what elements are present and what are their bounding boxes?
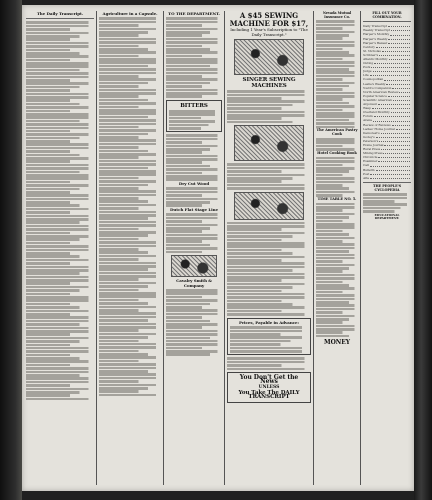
leader-dots (382, 49, 410, 52)
engraving-illustration (171, 255, 218, 277)
leader-dots (374, 114, 410, 117)
leader-dots (389, 57, 410, 60)
combination-row-label: Bulletin (363, 167, 375, 172)
combination-row-label: Wasp (363, 106, 371, 111)
combination-row-label: Mining Press (363, 151, 383, 156)
combination-row-label: Peterson's (363, 138, 379, 143)
column-rule (224, 11, 225, 485)
combination-row-label: Cosmopolitan (363, 77, 384, 82)
combination-row-label: Call (363, 163, 369, 168)
leader-dots (393, 98, 410, 101)
column-3-body-top (166, 17, 222, 98)
column-5 (316, 11, 358, 485)
leader-dots (388, 94, 410, 97)
pastry-cook-ad: The American Pastry Cook (316, 128, 358, 137)
news-line: You Don't Get the News (239, 374, 299, 385)
combination-row-label: Judge (363, 69, 372, 74)
column-rule (360, 11, 361, 485)
sewing-machine-headline: A $45 SEWING MACHINE FOR $17, (229, 11, 309, 28)
binding-edge (414, 0, 432, 500)
combination-row-label: St. Nicholas (363, 48, 381, 53)
leader-dots (376, 45, 410, 48)
sewing-machine-illustration-1 (234, 39, 303, 75)
masthead-title: The Daily Transcript. (36, 11, 84, 16)
leader-dots (378, 159, 410, 162)
combination-row-label: Alta (363, 175, 369, 180)
leader-dots (371, 65, 410, 68)
unless-line: UNLESS (258, 384, 280, 390)
transcript-ad (227, 372, 311, 403)
leader-dots (386, 82, 410, 85)
combination-row-label: Argonaut (363, 102, 377, 107)
leader-dots (388, 37, 410, 40)
combination-row-label: Post (363, 171, 370, 176)
column-3 (166, 11, 222, 485)
combination-row-label: Demorest's (363, 130, 380, 135)
column-1 (26, 11, 94, 485)
combination-row-label: Rural Press (363, 147, 381, 152)
leader-dots (391, 28, 410, 31)
dry-wood-ad: Dry Cut Wood (178, 181, 210, 187)
sewing-machine-illustration-3 (234, 192, 303, 220)
column-rule (313, 11, 314, 485)
column-3-heading: TO THE DEPARTMENT. (168, 11, 220, 16)
column-4 (227, 11, 311, 485)
combination-row-label: Outing (363, 61, 374, 66)
combination-row-label: Godey's (363, 134, 375, 139)
newspaper-page (22, 5, 414, 491)
combination-row-label: Daily Transcript (363, 24, 387, 29)
combination-row-label: Harper's Monthly (363, 32, 390, 37)
combination-row-label: Scribner's (363, 52, 379, 57)
bitters-ad (166, 100, 222, 132)
book-spine (0, 0, 22, 500)
combination-row-label: North American Review (363, 89, 399, 94)
leader-dots (384, 77, 410, 80)
leader-dots (379, 139, 410, 142)
combination-row-label: Youth's Companion (363, 85, 392, 90)
column-2-heading: Agriculture in a Capsule. (102, 11, 158, 16)
leader-dots (392, 86, 410, 89)
take-transcript-line: You Take The DAILY TRANSCRIPT (238, 390, 300, 400)
leader-dots (388, 41, 410, 44)
combination-row-label: Leslie's Weekly (363, 81, 386, 86)
leader-dots (374, 61, 410, 64)
combination-list (363, 24, 411, 180)
leader-dots (370, 172, 410, 175)
column-rule (96, 11, 97, 485)
combination-row-label: Weekly Transcript (363, 28, 390, 33)
column-1-body (26, 21, 94, 400)
leader-dots (381, 131, 410, 134)
combination-row-label: Review of Reviews (363, 122, 391, 127)
combination-row-label: Forum (363, 114, 373, 119)
leader-dots (372, 106, 410, 109)
combination-row-label: Harper's Weekly (363, 36, 388, 41)
combination-row-label: Overland Monthly (363, 110, 390, 115)
combination-row-label: Ladies' Home Journal (363, 126, 395, 131)
leader-dots (378, 155, 410, 158)
combination-row-label: Century (363, 44, 375, 49)
combination-row-label: Chronicle (363, 155, 378, 160)
company-ad: Cavalry Smith & Company (176, 278, 212, 288)
combination-row-label: Arena (363, 118, 372, 123)
leader-dots (379, 53, 410, 56)
money-ad: MONEY (324, 339, 350, 347)
prices-heading: Prices, Payable in Advance: (239, 319, 299, 325)
leader-dots (373, 69, 410, 72)
sewing-machine-illustration-2 (234, 125, 303, 161)
stage-line-ad: Dutch Flat Stage Line (170, 206, 218, 212)
leader-dots (384, 143, 410, 146)
time-table-heading: TIME TABLE NO. 5. (317, 196, 357, 201)
leader-dots (381, 147, 410, 150)
column-2-body (99, 17, 161, 396)
sewing-machine-subhead: Including 1 Year's Subscription to "The Daily Transcript." (230, 27, 308, 37)
leader-dots (376, 135, 410, 138)
leader-dots (383, 151, 410, 154)
combination-row-label: Examiner (363, 159, 378, 164)
leader-dots (378, 102, 410, 105)
insurance-heading: Nevada Mutual Insurance Co. (322, 11, 352, 19)
combination-row-label: Harper's Bazaar (363, 40, 388, 45)
combination-heading: FILL OUT YOUR COMBINATION. (372, 11, 402, 19)
leader-dots (373, 118, 410, 121)
combination-row-label: Popular Science (363, 93, 387, 98)
cyclopedia-heading: THE PEOPLE'S CYCLOPEDIA (373, 183, 401, 192)
leader-dots (388, 24, 410, 27)
combination-row-label: Puck (363, 65, 371, 70)
column-3-body-mid (166, 134, 222, 181)
combination-row (363, 176, 411, 180)
leader-dots (370, 163, 410, 166)
leader-dots (370, 176, 410, 179)
bitters-title: BITTERS (180, 102, 208, 109)
leader-dots (399, 90, 410, 93)
leader-dots (370, 73, 410, 76)
combination-row-label: Atlantic Monthly (363, 57, 388, 61)
leader-dots (390, 32, 410, 35)
combination-row-label: Scientific American (363, 97, 392, 102)
leader-dots (396, 127, 410, 130)
cooking-book-ad: Hotel Cooking Book (317, 150, 357, 155)
leader-dots (392, 123, 410, 126)
column-rule (163, 11, 164, 485)
singer-heading: SINGER SEWING MACHINES (242, 77, 296, 90)
education-heading: EDUCATIONAL DEPARTMENT. (374, 212, 400, 221)
prices-box (227, 318, 311, 356)
leader-dots (376, 168, 410, 171)
combination-row-label: Life (363, 73, 369, 78)
divider (26, 18, 94, 19)
column-6 (363, 11, 411, 485)
column-2 (99, 11, 161, 485)
combination-row-label: Home Journal (363, 142, 384, 147)
leader-dots (391, 110, 410, 113)
